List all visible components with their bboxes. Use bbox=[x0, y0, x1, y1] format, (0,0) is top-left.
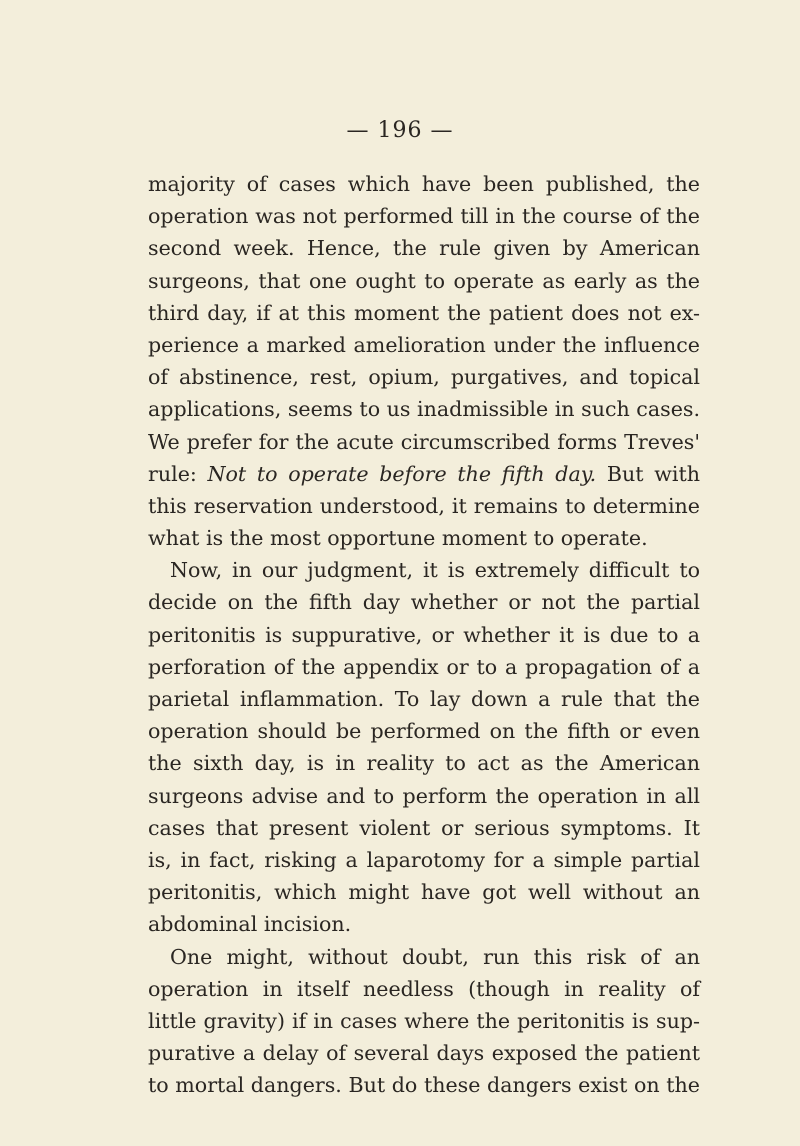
text-line: this reservation understood, it remains to determine bbox=[148, 493, 700, 518]
text-line: of abstinence, rest, opium, purgatives, and topical bbox=[148, 365, 700, 390]
text-line: perience a marked amelioration under the influence bbox=[148, 332, 700, 357]
text-line: little gravity) if in cases where the peritonitis is sup- bbox=[148, 1008, 700, 1033]
text-segment: rule: bbox=[148, 461, 208, 486]
text-line: peritonitis is suppurative, or whether it is due to a bbox=[148, 622, 700, 647]
text-line: is, in fact, risking a laparotomy for a simple partial bbox=[148, 847, 700, 872]
text-line: One might, without doubt, run this risk of an bbox=[170, 944, 700, 969]
text-line: decide on the fifth day whether or not the partial bbox=[148, 590, 700, 615]
text-line: We prefer for the acute circumscribed forms Treves' bbox=[148, 429, 700, 454]
text-line: cases that present violent or serious symptoms. It bbox=[148, 815, 700, 840]
text-line: purative a delay of several days exposed the patient bbox=[148, 1041, 700, 1066]
text-line: third day, if at this moment the patient does not ex- bbox=[148, 300, 700, 325]
text-line: surgeons, that one ought to operate as early as the bbox=[148, 268, 700, 293]
text-line: majority of cases which have been published, the bbox=[148, 172, 700, 196]
text-line: second week. Hence, the rule given by American bbox=[148, 236, 700, 261]
body-text bbox=[148, 168, 700, 1101]
text-line: operation in itself needless (though in reality of bbox=[148, 976, 700, 1001]
text-line: what is the most opportune moment to operate. bbox=[148, 526, 648, 551]
text-line: applications, seems to us inadmissible in such cases. bbox=[148, 397, 700, 422]
page-number: — 196 — bbox=[346, 118, 454, 143]
text-line: to mortal dangers. But do these dangers exist on the bbox=[148, 1073, 700, 1098]
text-line: abdominal incision. bbox=[148, 912, 352, 937]
text-line: operation was not performed till in the course of the bbox=[148, 204, 700, 229]
text-line: the sixth day, is in reality to act as the American bbox=[148, 751, 700, 776]
text-line: peritonitis, which might have got well without an bbox=[148, 880, 700, 905]
text-line: surgeons advise and to perform the operation in all bbox=[148, 783, 700, 808]
text-line: Now, in our judgment, it is extremely difficult to bbox=[170, 558, 700, 583]
italic-quote: Not to operate before the fifth day. bbox=[207, 461, 597, 486]
text-line: perforation of the appendix or to a propagation of a bbox=[148, 654, 700, 679]
text-line bbox=[148, 458, 700, 490]
text-line: operation should be performed on the fifth or even bbox=[148, 719, 700, 744]
text-segment: But with bbox=[596, 461, 700, 486]
text-line: parietal inflammation. To lay down a rule that the bbox=[148, 687, 700, 711]
